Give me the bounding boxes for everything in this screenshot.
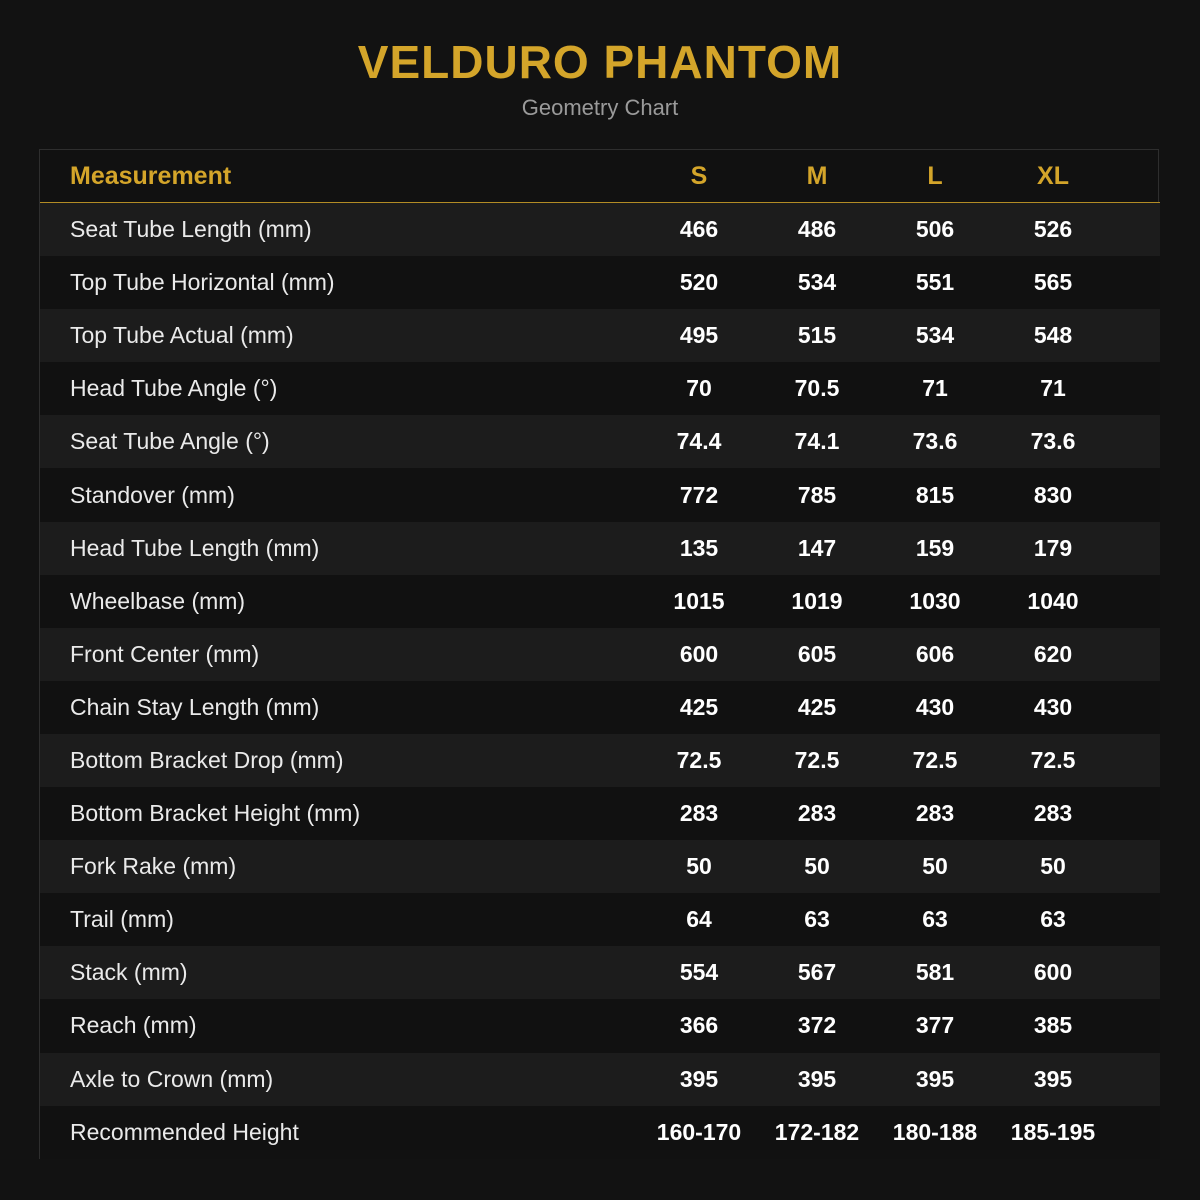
cell-size-l: 430 — [915, 693, 955, 720]
cell-size-s: 600 — [679, 640, 719, 667]
cell-size-m: 486 — [797, 216, 837, 243]
row-spacer — [1112, 681, 1160, 734]
row-spacer — [1112, 787, 1160, 840]
cell-size-l: 71 — [922, 375, 948, 402]
table-header-row — [40, 150, 1160, 203]
row-spacer — [1112, 840, 1160, 893]
table-row — [40, 309, 1160, 362]
cell-size-xl: 50 — [1040, 853, 1066, 880]
row-spacer — [1112, 893, 1160, 946]
cell-size-s: 70 — [686, 375, 712, 402]
table-body — [40, 203, 1160, 1159]
table-row — [40, 256, 1160, 309]
cell-size-l: 72.5 — [912, 746, 958, 773]
table-row — [40, 999, 1160, 1052]
cell-size-s: 395 — [679, 1065, 719, 1092]
cell-size-xl: 1040 — [1027, 587, 1079, 614]
cell-size-xl: 283 — [1033, 800, 1073, 827]
row-label: Fork Rake (mm) — [70, 853, 237, 880]
row-label: Standover (mm) — [70, 481, 235, 508]
table-row — [40, 575, 1160, 628]
cell-size-m: 63 — [804, 906, 830, 933]
cell-size-m: 1019 — [791, 587, 843, 614]
cell-size-xl: 179 — [1033, 534, 1073, 561]
cell-size-s: 72.5 — [676, 746, 722, 773]
header-size-xl: XL — [994, 150, 1112, 203]
table-row — [40, 787, 1160, 840]
cell-size-xl: 620 — [1033, 640, 1073, 667]
cell-size-l: 581 — [915, 959, 955, 986]
row-label: Trail (mm) — [70, 906, 174, 933]
cell-size-l: 606 — [915, 640, 955, 667]
cell-size-xl: 830 — [1033, 481, 1073, 508]
header-size-s: S — [640, 150, 758, 203]
cell-size-m: 372 — [797, 1012, 837, 1039]
cell-size-l: 50 — [922, 853, 948, 880]
row-spacer — [1112, 203, 1160, 257]
row-spacer — [1112, 734, 1160, 787]
cell-size-l: 283 — [915, 800, 955, 827]
geometry-table — [40, 150, 1160, 1159]
cell-size-m: 283 — [797, 800, 837, 827]
cell-size-l: 534 — [915, 322, 955, 349]
cell-size-l: 1030 — [909, 587, 961, 614]
cell-size-l: 506 — [915, 216, 955, 243]
cell-size-xl: 600 — [1033, 959, 1073, 986]
row-spacer — [1112, 1053, 1160, 1106]
row-spacer — [1112, 628, 1160, 681]
row-spacer — [1112, 1106, 1160, 1159]
row-spacer — [1112, 362, 1160, 415]
cell-size-s: 772 — [679, 481, 719, 508]
header-size-l: L — [876, 150, 994, 203]
table-row — [40, 415, 1160, 468]
cell-size-m: 605 — [797, 640, 837, 667]
cell-size-xl: 71 — [1040, 375, 1066, 402]
cell-size-m: 72.5 — [794, 746, 840, 773]
cell-size-m: 534 — [797, 269, 837, 296]
cell-size-m: 172-182 — [774, 1118, 860, 1145]
row-spacer — [1112, 999, 1160, 1052]
cell-size-l: 73.6 — [912, 428, 958, 455]
cell-size-s: 135 — [679, 534, 719, 561]
row-label: Seat Tube Angle (°) — [70, 428, 270, 455]
cell-size-m: 425 — [797, 693, 837, 720]
cell-size-xl: 63 — [1040, 906, 1066, 933]
cell-size-s: 283 — [679, 800, 719, 827]
table-row — [40, 681, 1160, 734]
cell-size-m: 74.1 — [794, 428, 840, 455]
cell-size-m: 70.5 — [794, 375, 840, 402]
row-label: Reach (mm) — [70, 1012, 197, 1039]
row-label: Top Tube Actual (mm) — [70, 322, 294, 349]
cell-size-s: 520 — [679, 269, 719, 296]
row-spacer — [1112, 468, 1160, 521]
cell-size-m: 395 — [797, 1065, 837, 1092]
table-row — [40, 468, 1160, 521]
cell-size-s: 466 — [679, 216, 719, 243]
chart-title: VELDURO PHANTOM — [357, 36, 843, 88]
table-row — [40, 840, 1160, 893]
row-label: Seat Tube Length (mm) — [70, 216, 312, 243]
cell-size-xl: 72.5 — [1030, 746, 1076, 773]
cell-size-s: 160-170 — [656, 1118, 742, 1145]
row-label: Axle to Crown (mm) — [70, 1065, 274, 1092]
row-label: Recommended Height — [70, 1118, 299, 1145]
chart-subtitle: Geometry Chart — [521, 95, 679, 120]
cell-size-m: 785 — [797, 481, 837, 508]
cell-size-s: 50 — [686, 853, 712, 880]
row-label: Bottom Bracket Drop (mm) — [70, 746, 344, 773]
row-spacer — [1112, 522, 1160, 575]
table-row — [40, 362, 1160, 415]
table-row — [40, 734, 1160, 787]
header-size-m: M — [758, 150, 876, 203]
cell-size-s: 425 — [679, 693, 719, 720]
cell-size-l: 159 — [915, 534, 955, 561]
cell-size-l: 180-188 — [892, 1118, 978, 1145]
cell-size-xl: 430 — [1033, 693, 1073, 720]
cell-size-m: 147 — [797, 534, 837, 561]
cell-size-m: 567 — [797, 959, 837, 986]
table-row — [40, 1053, 1160, 1106]
row-spacer — [1112, 946, 1160, 999]
cell-size-m: 515 — [797, 322, 837, 349]
row-label: Head Tube Length (mm) — [70, 534, 320, 561]
cell-size-l: 551 — [915, 269, 955, 296]
table-row — [40, 522, 1160, 575]
cell-size-l: 63 — [922, 906, 948, 933]
header-measurement: Measurement — [40, 150, 640, 203]
geometry-table-container — [39, 149, 1159, 1159]
cell-size-xl: 185-195 — [1010, 1118, 1096, 1145]
row-label: Stack (mm) — [70, 959, 188, 986]
cell-size-xl: 526 — [1033, 216, 1073, 243]
row-label: Bottom Bracket Height (mm) — [70, 800, 361, 827]
cell-size-s: 1015 — [673, 587, 725, 614]
cell-size-s: 495 — [679, 322, 719, 349]
cell-size-xl: 565 — [1033, 269, 1073, 296]
row-spacer — [1112, 256, 1160, 309]
cell-size-xl: 395 — [1033, 1065, 1073, 1092]
row-label: Head Tube Angle (°) — [70, 375, 278, 402]
table-row — [40, 893, 1160, 946]
cell-size-l: 815 — [915, 481, 955, 508]
row-label: Chain Stay Length (mm) — [70, 693, 320, 720]
cell-size-s: 366 — [679, 1012, 719, 1039]
row-spacer — [1112, 415, 1160, 468]
cell-size-l: 395 — [915, 1065, 955, 1092]
cell-size-s: 74.4 — [676, 428, 722, 455]
cell-size-s: 554 — [679, 959, 719, 986]
cell-size-xl: 73.6 — [1030, 428, 1076, 455]
row-label: Front Center (mm) — [70, 640, 260, 667]
table-row — [40, 628, 1160, 681]
table-row — [40, 203, 1160, 257]
row-spacer — [1112, 575, 1160, 628]
cell-size-l: 377 — [915, 1012, 955, 1039]
row-spacer — [1112, 309, 1160, 362]
header-spacer — [1112, 150, 1160, 203]
row-label: Wheelbase (mm) — [70, 587, 246, 614]
row-label: Top Tube Horizontal (mm) — [70, 269, 335, 296]
cell-size-xl: 385 — [1033, 1012, 1073, 1039]
cell-size-s: 64 — [686, 906, 712, 933]
table-row — [40, 1106, 1160, 1159]
table-row — [40, 946, 1160, 999]
cell-size-xl: 548 — [1033, 322, 1073, 349]
cell-size-m: 50 — [804, 853, 830, 880]
